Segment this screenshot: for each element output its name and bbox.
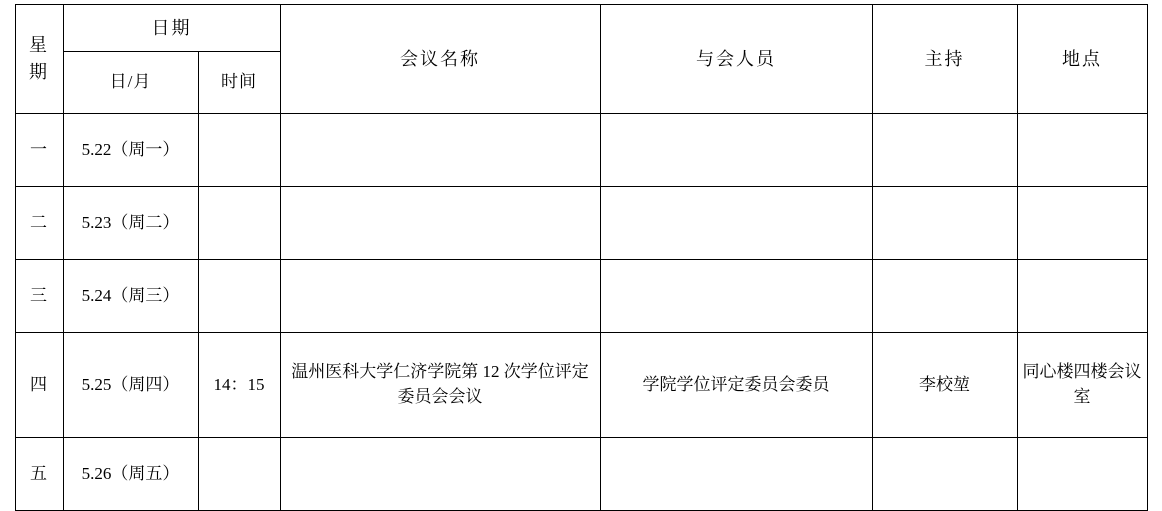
table-body xyxy=(15,114,1147,511)
cell-place: 同心楼四楼会议室 xyxy=(1017,333,1147,438)
cell-attendees: 学院学位评定委员会委员 xyxy=(600,333,872,438)
cell-date: 5.23（周二） xyxy=(63,187,198,260)
cell-host xyxy=(872,260,1017,333)
table-row xyxy=(15,260,1147,333)
header-place: 地点 xyxy=(1017,5,1147,114)
table-header xyxy=(15,5,1147,114)
cell-week: 一 xyxy=(15,114,63,187)
cell-place xyxy=(1017,438,1147,511)
cell-time xyxy=(198,187,280,260)
header-attendees: 与会人员 xyxy=(600,5,872,114)
cell-meeting-name xyxy=(280,114,600,187)
cell-host: 李校堃 xyxy=(872,333,1017,438)
cell-meeting-name: 温州医科大学仁济学院第 12 次学位评定委员会会议 xyxy=(280,333,600,438)
header-time-sub: 时间 xyxy=(198,51,280,113)
cell-attendees xyxy=(600,438,872,511)
cell-meeting-name xyxy=(280,438,600,511)
cell-place xyxy=(1017,260,1147,333)
cell-place xyxy=(1017,187,1147,260)
cell-place xyxy=(1017,114,1147,187)
header-meeting-name: 会议名称 xyxy=(280,5,600,114)
header-date-sub: 日/月 xyxy=(63,51,198,113)
cell-week: 五 xyxy=(15,438,63,511)
header-week: 星期 xyxy=(15,5,63,114)
cell-host xyxy=(872,438,1017,511)
cell-week: 四 xyxy=(15,333,63,438)
cell-time xyxy=(198,260,280,333)
cell-week: 三 xyxy=(15,260,63,333)
cell-host xyxy=(872,114,1017,187)
meeting-schedule-table xyxy=(15,4,1148,511)
cell-host xyxy=(872,187,1017,260)
table-row xyxy=(15,333,1147,438)
cell-attendees xyxy=(600,114,872,187)
cell-date: 5.22（周一） xyxy=(63,114,198,187)
cell-meeting-name xyxy=(280,187,600,260)
cell-time: 14：15 xyxy=(198,333,280,438)
cell-meeting-name xyxy=(280,260,600,333)
header-row-top xyxy=(15,5,1147,52)
cell-time xyxy=(198,114,280,187)
cell-date: 5.26（周五） xyxy=(63,438,198,511)
table-row xyxy=(15,438,1147,511)
cell-week: 二 xyxy=(15,187,63,260)
cell-attendees xyxy=(600,187,872,260)
cell-date: 5.25（周四） xyxy=(63,333,198,438)
table-row xyxy=(15,187,1147,260)
header-host: 主持 xyxy=(872,5,1017,114)
cell-attendees xyxy=(600,260,872,333)
cell-date: 5.24（周三） xyxy=(63,260,198,333)
cell-time xyxy=(198,438,280,511)
table-row xyxy=(15,114,1147,187)
header-date-group: 日期 xyxy=(63,5,280,52)
